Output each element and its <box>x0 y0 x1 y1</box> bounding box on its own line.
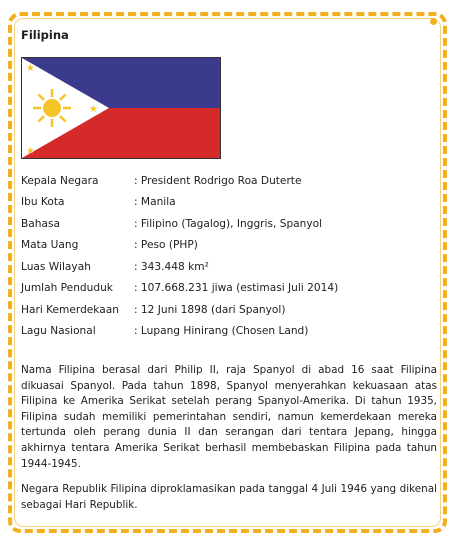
info-label: Luas Wilayah <box>21 260 91 273</box>
svg-text:★: ★ <box>26 146 35 157</box>
info-label: Lagu Nasional <box>21 325 96 338</box>
info-label: Bahasa <box>21 217 60 230</box>
info-row-kepala-negara <box>21 170 441 192</box>
flag-sun <box>33 89 71 127</box>
info-value: : Peso (PHP) <box>134 239 198 252</box>
info-row-mata-uang <box>21 235 441 257</box>
info-value: : President Rodrigo Roa Duterte <box>134 174 302 187</box>
info-value: : Lupang Hinirang (Chosen Land) <box>134 325 309 338</box>
info-row-lagu-nasional <box>21 321 441 343</box>
info-label: Jumlah Penduduk <box>21 282 113 295</box>
corner-dot-icon <box>430 18 437 25</box>
svg-text:★: ★ <box>26 63 35 74</box>
info-value: : Manila <box>134 196 176 209</box>
info-row-luas-wilayah <box>21 256 441 278</box>
info-row-bahasa <box>21 213 441 235</box>
republic-paragraph: Negara Republik Filipina diproklamasikan pada tanggal 4 Juli 1946 yang dikenal sebagai Hari Republik. <box>21 483 437 511</box>
info-label: Mata Uang <box>21 239 79 252</box>
info-row-ibu-kota <box>21 192 441 214</box>
info-label: Kepala Negara <box>21 174 99 187</box>
svg-text:★: ★ <box>89 104 98 115</box>
history-paragraph: Nama Filipina berasal dari Philip II, raja Spanyol di abad 16 saat Filipina dikuasai Spanyol. Pada tahun 1898, Spanyol menyerahkan kekuasaan atas Filipina ke Amerika Serikat setelah perang Spanyol-Amerika. Di tahun 1935, Filipina sudah memiliki pemerintahan sendiri, namun kemerdekaan mereka tertunda oleh perang dunia II dan serangan dari tentara Jepang, hingga akhirnya tentara Amerika Serikat berhasil membebaskan Filipina pada tahun 1944-1945. <box>21 364 437 470</box>
info-label: Hari Kemerdekaan <box>21 303 119 316</box>
info-value: : 12 Juni 1898 (dari Spanyol) <box>134 303 286 316</box>
country-title: Filipina <box>21 28 69 42</box>
info-value: : Filipino (Tagalog), Inggris, Spanyol <box>134 217 323 230</box>
info-row-jumlah-penduduk <box>21 278 441 300</box>
info-value: : 343.448 km² <box>134 260 209 273</box>
info-row-hari-kemerdekaan <box>21 299 441 321</box>
philippines-flag-icon <box>21 57 221 159</box>
info-value: : 107.668.231 jiwa (estimasi Juli 2014) <box>134 282 339 295</box>
info-label: Ibu Kota <box>21 196 65 209</box>
info-table <box>21 170 441 342</box>
